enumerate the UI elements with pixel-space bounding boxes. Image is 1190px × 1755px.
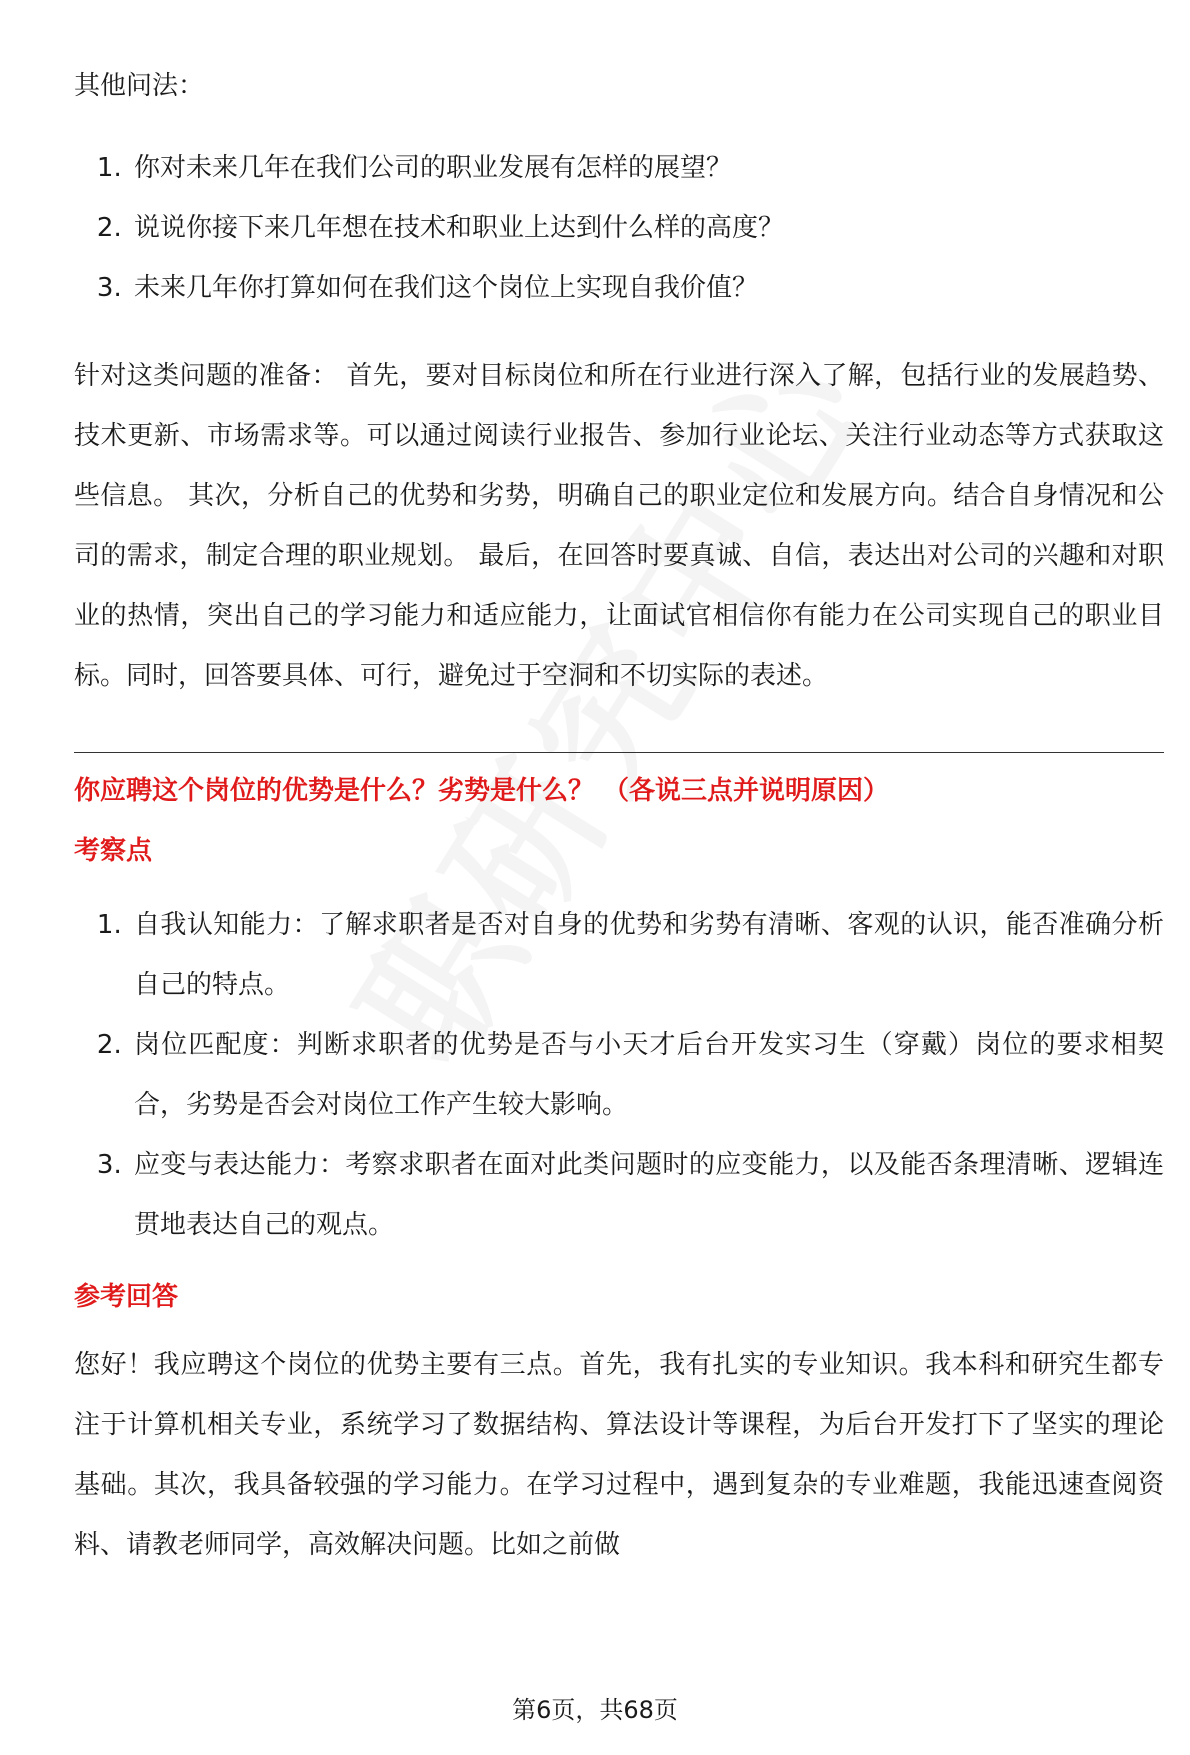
section-divider [74, 752, 1164, 753]
focus-list [74, 895, 1164, 1255]
list-item: 1. 你对未来几年在我们公司的职业发展有怎样的展望？ [130, 138, 1164, 198]
list-item: 2. 岗位匹配度：判断求职者的优势是否与小天才后台开发实习生（穿戴）岗位的要求相契合，劣势是否会对岗位工作产生较大影响。 [130, 1015, 1164, 1135]
list-item: 2. 说说你接下来几年想在技术和职业上达到什么样的高度？ [130, 198, 1164, 258]
document-page [74, 56, 1164, 1575]
focus-label: 考察点 [74, 836, 153, 866]
other-asks-list [74, 138, 1164, 318]
answer-paragraph: 您好！我应聘这个岗位的优势主要有三点。首先，我有扎实的专业知识。我本科和研究生都专注于计算机相关专业，系统学习了数据结构、算法设计等课程，为后台开发打下了坚实的理论基础。其次，我具备较强的学习能力。在学习过程中，遇到复杂的专业难题，我能迅速查阅资料、请教老师同学，高效解决问题。比如之前做 [74, 1350, 1164, 1560]
preparation-paragraph: 针对这类问题的准备： 首先，要对目标岗位和所在行业进行深入了解，包括行业的发展趋势、技术更新、市场需求等。可以通过阅读行业报告、参加行业论坛、关注行业动态等方式获取这些信息。 其次，分析自己的优势和劣势，明确自己的职业定位和发展方向。结合自身情况和公司的需求，制定合理的职业规划。 最后，在回答时要真诚、自信，表达出对公司的兴趣和对职业的热情，突出自己的学习能力和适应能力，让面试官相信你有能力在公司实现自己的职业目标。同时，回答要具体、可行，避免过于空洞和不切实际的表述。 [74, 361, 1164, 691]
list-item: 1. 自我认知能力：了解求职者是否对自身的优势和劣势有清晰、客观的认识，能否准确分析自己的特点。 [130, 895, 1164, 1015]
list-item: 3. 应变与表达能力：考察求职者在面对此类问题时的应变能力，以及能否条理清晰、逻辑连贯地表达自己的观点。 [130, 1135, 1164, 1255]
list-item: 3. 未来几年你打算如何在我们这个岗位上实现自我价值？ [130, 258, 1164, 318]
answer-label: 参考回答 [74, 1282, 179, 1312]
page-footer: 第6页，共68页 [512, 1696, 678, 1724]
other-asks-label: 其他问法： [74, 71, 205, 101]
question-title: 你应聘这个岗位的优势是什么？劣势是什么？ （各说三点并说明原因） [74, 776, 890, 806]
